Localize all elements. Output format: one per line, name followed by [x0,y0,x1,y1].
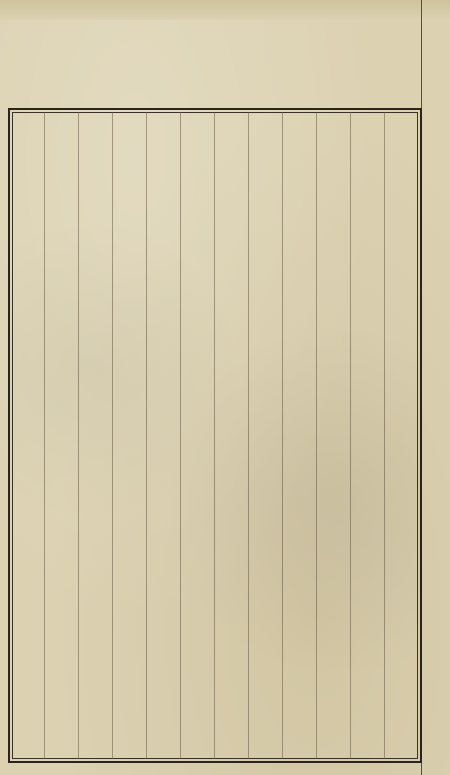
column-divider [350,112,351,759]
column-divider [112,112,113,759]
column-divider [282,112,283,759]
column-divider [180,112,181,759]
column-divider [44,112,45,759]
text-column-3 [320,116,350,756]
interlinear-note [297,275,311,455]
column-divider [248,112,249,759]
column-divider [146,112,147,759]
column-divider [316,112,317,759]
interlinear-note [365,420,379,750]
column-divider [78,112,79,759]
interlinear-note [263,600,277,750]
text-column-12 [14,116,44,756]
interlinear-note [399,440,413,750]
column-divider [384,112,385,759]
text-column-7 [184,116,214,756]
text-column-11 [48,116,78,756]
page-margin-strip [421,0,448,775]
page-top-edge [0,0,450,20]
text-column-6 [218,116,248,756]
text-column-10 [82,116,112,756]
text-column-9 [116,116,146,756]
column-divider [214,112,215,759]
text-column-8 [150,116,180,756]
